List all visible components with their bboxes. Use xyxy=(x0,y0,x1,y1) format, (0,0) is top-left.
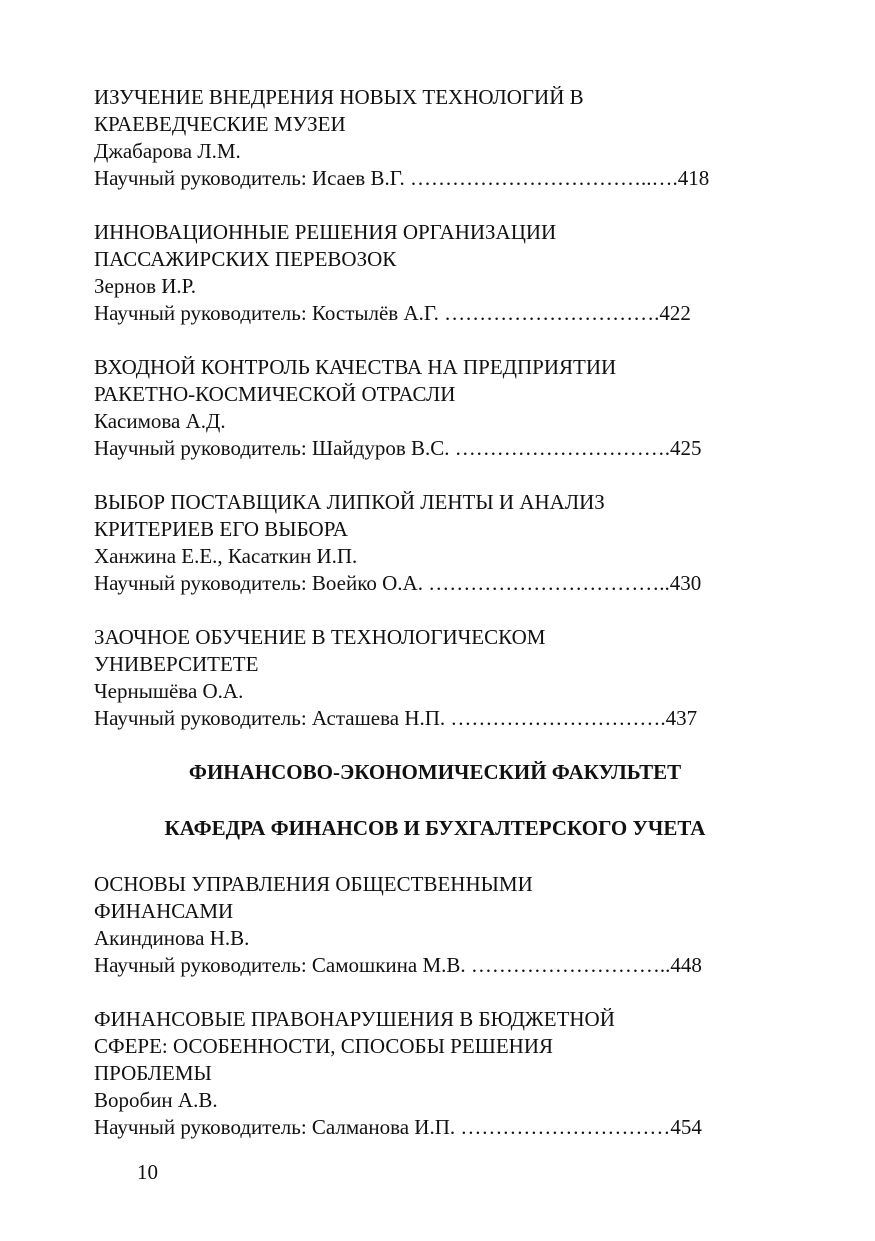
entry-title-line: ПАССАЖИРСКИХ ПЕРЕВОЗОК xyxy=(94,247,397,271)
entry-authors: Чернышёва О.А. xyxy=(94,679,244,703)
entry-title-line: КРАЕВЕДЧЕСКИЕ МУЗЕИ xyxy=(94,112,346,136)
entry-advisor: Научный руководитель: Воейко О.А. ……………………………..430 xyxy=(94,571,702,595)
entry-advisor: Научный руководитель: Костылёв А.Г. ………………………….422 xyxy=(94,301,691,325)
department-heading: КАФЕДРА ФИНАНСОВ И БУХГАЛТЕРСКОГО УЧЕТА xyxy=(164,816,706,840)
entry-title-line: ФИНАНСАМИ xyxy=(94,899,234,923)
entry-authors: Акиндинова Н.В. xyxy=(94,926,250,950)
entry-authors: Касимова А.Д. xyxy=(94,409,226,433)
entry-advisor: Научный руководитель: Исаев В.Г. ……………………………..….418 xyxy=(94,166,710,190)
entry-authors: Зернов И.Р. xyxy=(94,274,196,298)
toc-entry xyxy=(94,624,776,732)
entry-advisor: Научный руководитель: Шайдуров В.С. ………………………….425 xyxy=(94,436,702,460)
entry-title-line: ЗАОЧНОЕ ОБУЧЕНИЕ В ТЕХНОЛОГИЧЕСКОМ xyxy=(94,625,546,649)
entry-title-line: ОСНОВЫ УПРАВЛЕНИЯ ОБЩЕСТВЕННЫМИ xyxy=(94,872,533,896)
entry-title-line: КРИТЕРИЕВ ЕГО ВЫБОРА xyxy=(94,517,348,541)
entry-title-line: ПРОБЛЕМЫ xyxy=(94,1061,212,1085)
toc-page xyxy=(94,84,776,1168)
entry-title-line: РАКЕТНО-КОСМИЧЕСКОЙ ОТРАСЛИ xyxy=(94,382,456,406)
entry-authors: Джабарова Л.М. xyxy=(94,139,241,163)
entry-authors: Ханжина Е.Е., Касаткин И.П. xyxy=(94,544,358,568)
entry-title-line: ВЫБОР ПОСТАВЩИКА ЛИПКОЙ ЛЕНТЫ И АНАЛИЗ xyxy=(94,490,605,514)
toc-entry xyxy=(94,84,776,192)
entry-title-line: ФИНАНСОВЫЕ ПРАВОНАРУШЕНИЯ В БЮДЖЕТНОЙ xyxy=(94,1007,615,1031)
toc-entry xyxy=(94,219,776,327)
toc-entry xyxy=(94,489,776,597)
entry-title-line: СФЕРЕ: ОСОБЕННОСТИ, СПОСОБЫ РЕШЕНИЯ xyxy=(94,1034,553,1058)
page-number: 10 xyxy=(137,1160,158,1184)
entry-title-line: ИННОВАЦИОННЫЕ РЕШЕНИЯ ОРГАНИЗАЦИИ xyxy=(94,220,557,244)
entry-advisor: Научный руководитель: Самошкина М.В. ………………………..448 xyxy=(94,953,702,977)
entry-authors: Воробин А.В. xyxy=(94,1088,218,1112)
faculty-heading: ФИНАНСОВО-ЭКОНОМИЧЕСКИЙ ФАКУЛЬТЕТ xyxy=(188,760,682,784)
entry-advisor: Научный руководитель: Салманова И.П. …………………………454 xyxy=(94,1115,702,1139)
entry-title-line: ИЗУЧЕНИЕ ВНЕДРЕНИЯ НОВЫХ ТЕХНОЛОГИЙ В xyxy=(94,85,584,109)
entry-title-line: ВХОДНОЙ КОНТРОЛЬ КАЧЕСТВА НА ПРЕДПРИЯТИИ xyxy=(94,355,617,379)
toc-entry xyxy=(94,354,776,462)
entry-advisor: Научный руководитель: Асташева Н.П. ………………………….437 xyxy=(94,706,698,730)
entry-title-line: УНИВЕРСИТЕТЕ xyxy=(94,652,259,676)
toc-entry xyxy=(94,1006,776,1141)
toc-entry xyxy=(94,871,776,979)
